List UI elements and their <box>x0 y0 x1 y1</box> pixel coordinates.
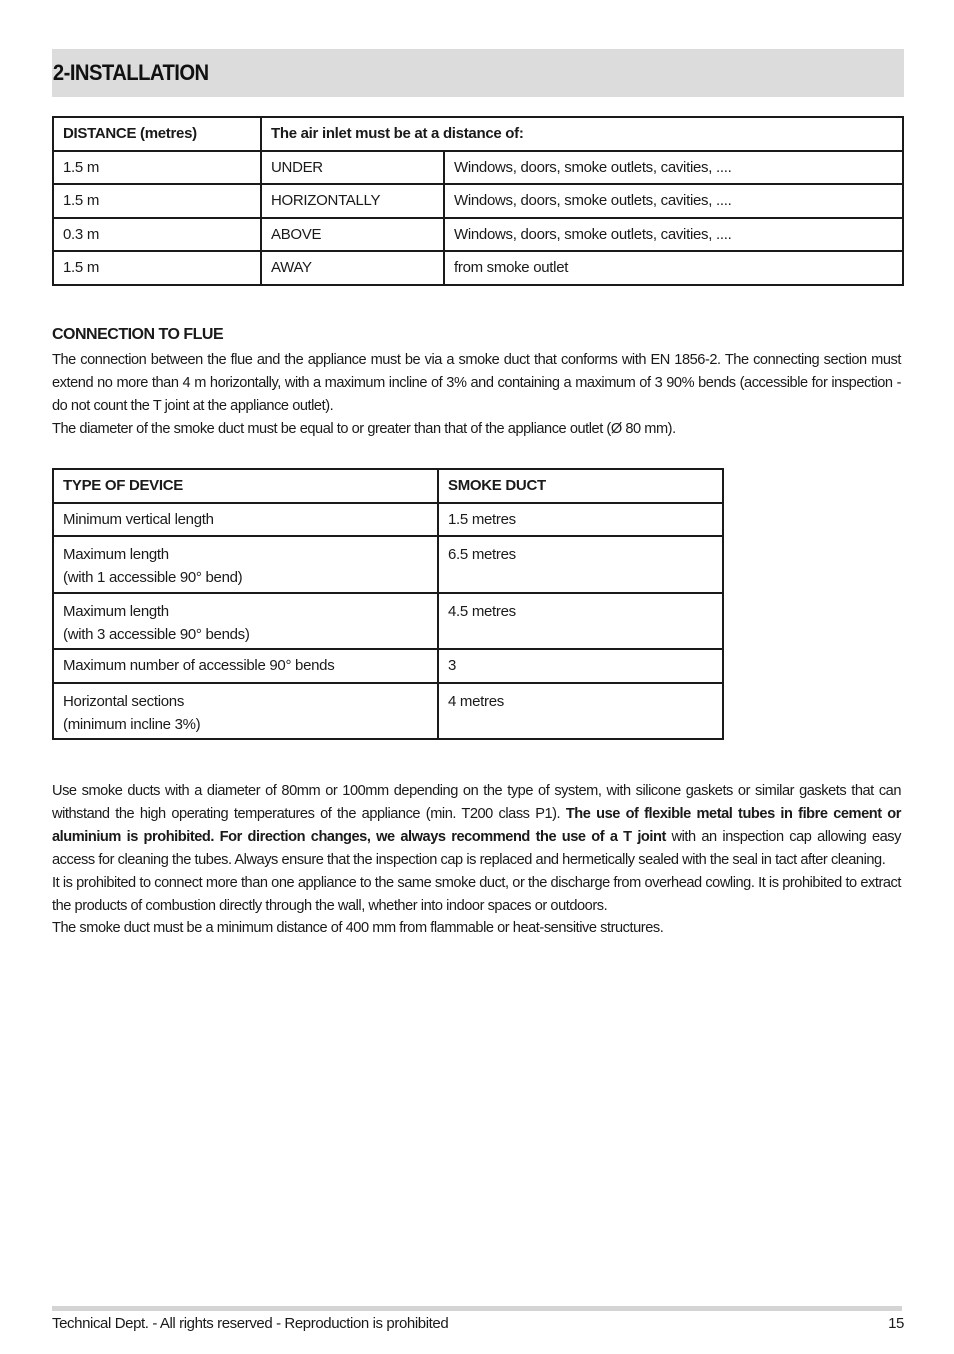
table-cell: 1.5 m <box>53 184 261 218</box>
table-cell: Windows, doors, smoke outlets, cavities, .... <box>444 218 903 252</box>
table-cell <box>53 593 438 650</box>
table-row <box>53 503 723 537</box>
table-header-row <box>53 469 723 503</box>
connection-heading: CONNECTION TO FLUE <box>52 326 224 343</box>
table-cell: from smoke outlet <box>444 251 903 285</box>
table-header-cell: SMOKE DUCT <box>438 469 723 503</box>
device-line: (with 1 accessible 90° bend) <box>63 569 243 586</box>
table-row <box>53 184 903 218</box>
table-cell: 4 metres <box>438 683 723 740</box>
table-row <box>53 151 903 185</box>
table-cell: 6.5 metres <box>438 536 723 593</box>
table-cell: ABOVE <box>261 218 444 252</box>
table-cell: 0.3 m <box>53 218 261 252</box>
distance-table <box>52 116 904 286</box>
table-cell: UNDER <box>261 151 444 185</box>
table-row <box>53 593 723 650</box>
paragraph: The smoke duct must be a minimum distance of 400 mm from flammable or heat-sensitive structures. <box>52 920 664 937</box>
table-cell: HORIZONTALLY <box>261 184 444 218</box>
table-cell: 1.5 m <box>53 151 261 185</box>
table-cell: Windows, doors, smoke outlets, cavities, .... <box>444 184 903 218</box>
section-header <box>52 49 904 97</box>
table-row <box>53 251 903 285</box>
table-cell <box>53 503 438 537</box>
page-number: 15 <box>888 1315 904 1332</box>
table-cell: AWAY <box>261 251 444 285</box>
smoke-duct-table <box>52 468 724 740</box>
connection-text <box>52 349 901 441</box>
table-cell: 3 <box>438 649 723 683</box>
table-row <box>53 536 723 593</box>
device-line: (with 3 accessible 90° bends) <box>63 625 250 643</box>
smoke-duct-text <box>52 780 901 940</box>
footer-note: Technical Dept. - All rights reserved - Reproduction is prohibited <box>52 1315 449 1332</box>
table-row <box>53 683 723 740</box>
device-line: Maximum number of accessible 90° bends <box>63 657 335 675</box>
section-title: 2-INSTALLATION <box>52 60 209 85</box>
table-cell <box>53 649 438 683</box>
paragraph: The connection between the flue and the appliance must be via a smoke duct that conforms with EN 1856-2. The connecting section must extend no more than 4 m horizontally, with a maximum incline of 3% and containing a maximum of 3 90% bends (accessible for inspection - do not count the T joint at the appliance outlet). <box>52 352 901 414</box>
device-line: Maximum length <box>63 602 169 620</box>
paragraph <box>52 780 901 872</box>
table-cell <box>53 683 438 740</box>
table-cell: Windows, doors, smoke outlets, cavities, .... <box>444 151 903 185</box>
paragraph: It is prohibited to connect more than one appliance to the same smoke duct, or the discharge from overhead cowling. It is prohibited to extract the products of combustion directly through the wall, whether into indoor spaces or outdoors. <box>52 874 901 914</box>
device-line: Maximum length <box>63 546 169 563</box>
device-line: Minimum vertical length <box>63 510 214 528</box>
table-cell: 1.5 m <box>53 251 261 285</box>
device-line: Horizontal sections <box>63 692 185 710</box>
table-header-cell: The air inlet must be at a distance of: <box>261 117 903 151</box>
table-cell <box>53 536 438 593</box>
table-header-cell: DISTANCE (metres) <box>53 117 261 151</box>
table-row <box>53 218 903 252</box>
text-run: with an inspection cap allowing easy access for cleaning the tubes. Always ensure that the inspection cap is replaced and hermetically sealed with the seal in tact after cleaning. <box>52 828 901 868</box>
device-line: (minimum incline 3%) <box>63 715 201 733</box>
bold-text-run: The use of flexible metal tubes in fibre cement or aluminium is prohibited. For direction changes, we always recommend the use of a T joint <box>52 805 901 845</box>
table-cell: 1.5 metres <box>438 503 723 537</box>
table-header-cell: TYPE OF DEVICE <box>53 469 438 503</box>
paragraph: The diameter of the smoke duct must be equal to or greater than that of the appliance outlet (Ø 80 mm). <box>52 420 676 437</box>
table-cell: 4.5 metres <box>438 593 723 650</box>
text-run: Use smoke ducts with a diameter of 80mm or 100mm depending on the type of system, with silicone gaskets or similar gaskets that can withstand the high operating temperatures of the appliance (min. T200 class P1). <box>52 783 901 822</box>
table-header-row <box>53 117 903 151</box>
table-row <box>53 649 723 683</box>
footer-divider <box>52 1306 902 1311</box>
